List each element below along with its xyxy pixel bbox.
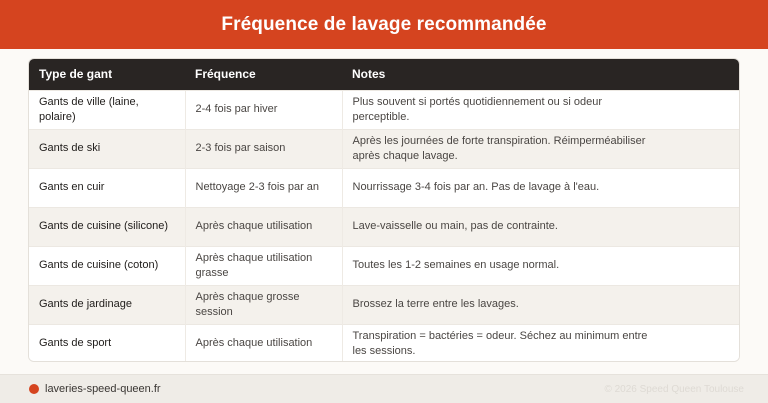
brand-dot-icon: [29, 384, 39, 394]
cell-frequency: Après chaque utilisation: [185, 207, 342, 246]
page-header: [0, 0, 768, 49]
cell-notes: Après les journées de forte transpiration. Réimperméabiliser après chaque lavage.: [342, 129, 739, 168]
cell-notes: Brossez la terre entre les lavages.: [342, 285, 739, 324]
column-header-notes: Notes: [352, 67, 386, 82]
cell-type: Gants de cuisine (silicone): [29, 207, 185, 246]
cell-frequency: Après chaque utilisation: [185, 324, 342, 362]
cell-notes: Toutes les 1-2 semaines en usage normal.: [342, 246, 739, 285]
site-link[interactable]: laveries-speed-queen.fr: [45, 383, 161, 395]
cell-type: Gants de ville (laine, polaire): [29, 90, 185, 129]
cell-notes: Plus souvent si portés quotidiennement ou si odeur perceptible.: [342, 90, 739, 129]
frequency-table: [29, 59, 739, 362]
table-header-row: [29, 59, 739, 90]
cell-frequency: Après chaque utilisation grasse: [185, 246, 342, 285]
page-footer: [0, 374, 768, 403]
cell-type: Gants de cuisine (coton): [29, 246, 185, 285]
table-row: [29, 285, 739, 324]
table-row: [29, 129, 739, 168]
table-row: [29, 207, 739, 246]
cell-frequency: 2-3 fois par saison: [185, 129, 342, 168]
copyright-text: © 2026 Speed Queen Toulouse: [604, 383, 744, 395]
frequency-table-card: [28, 58, 740, 362]
table-row: [29, 324, 739, 362]
cell-notes: Transpiration = bactéries = odeur. Séchez au minimum entre les sessions.: [342, 324, 739, 362]
cell-frequency: Après chaque grosse session: [185, 285, 342, 324]
cell-type: Gants de jardinage: [29, 285, 185, 324]
column-header-frequency: Fréquence: [195, 67, 256, 82]
cell-notes: Nourrissage 3-4 fois par an. Pas de lavage à l'eau.: [342, 168, 739, 207]
table-row: [29, 168, 739, 207]
cell-frequency: 2-4 fois par hiver: [185, 90, 342, 129]
page-title: Fréquence de lavage recommandée: [221, 13, 547, 35]
cell-type: Gants de sport: [29, 324, 185, 362]
table-row: [29, 246, 739, 285]
footer-brand: [29, 383, 161, 395]
cell-type: Gants en cuir: [29, 168, 185, 207]
cell-frequency: Nettoyage 2-3 fois par an: [185, 168, 342, 207]
table-row: [29, 90, 739, 129]
cell-notes: Lave-vaisselle ou main, pas de contrainte.: [342, 207, 739, 246]
column-header-type: Type de gant: [39, 67, 113, 82]
cell-type: Gants de ski: [29, 129, 185, 168]
